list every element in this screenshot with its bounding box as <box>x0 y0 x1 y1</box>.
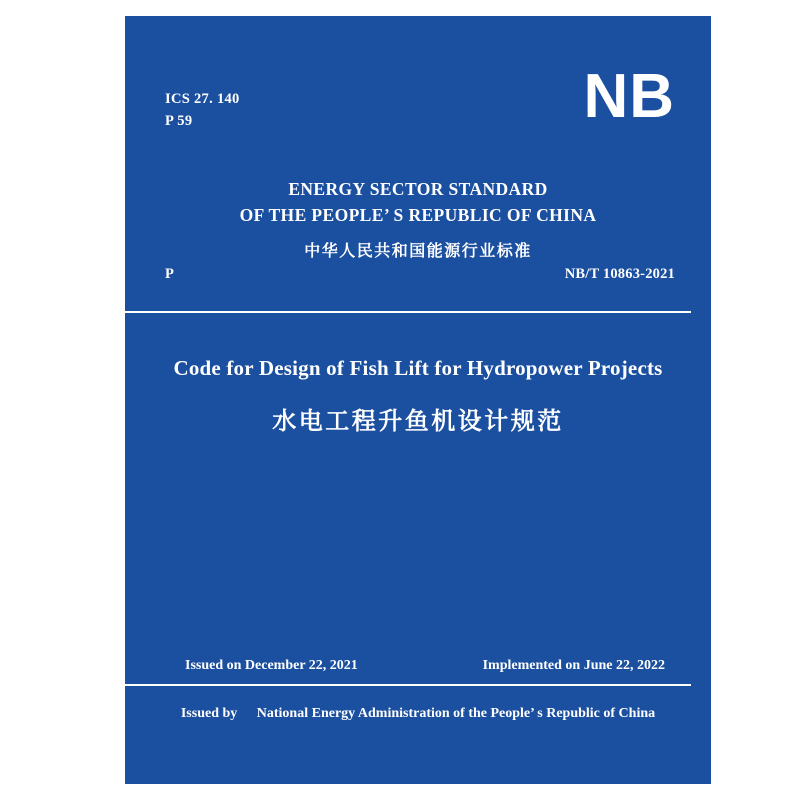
standard-name-cn: 中华人民共和国能源行业标准 <box>304 240 532 260</box>
ics-classification-block <box>165 88 240 133</box>
issued-by-label: Issued by <box>180 706 238 721</box>
divider-bottom <box>125 684 691 686</box>
standard-authority-block <box>125 176 711 261</box>
standard-name-en-line2: OF THE PEOPLE’ S REPUBLIC OF CHINA <box>239 205 597 226</box>
cover-left-gutter <box>89 16 125 784</box>
standard-name-en-line1: ENERGY SECTOR STANDARD <box>288 179 548 199</box>
issued-date: Issued on December 22, 2021 <box>185 658 358 673</box>
title-en: Code for Design of Fish Lift for Hydropower Projects <box>173 356 663 380</box>
issuer-row <box>125 706 711 722</box>
implemented-date: Implemented on June 22, 2022 <box>482 658 665 673</box>
nb-logo: NB <box>583 62 675 131</box>
issuer-name: National Energy Administration of the People’ s Republic of China <box>256 706 656 721</box>
cover-content <box>125 16 711 784</box>
title-cn: 水电工程升鱼机设计规范 <box>272 407 564 435</box>
standard-number: NB/T 10863-2021 <box>564 266 675 282</box>
category-letter: P <box>165 266 174 282</box>
document-title-block <box>125 356 711 436</box>
divider-top <box>125 311 691 313</box>
ics-number: ICS 27. 140 <box>165 91 240 107</box>
classification-code: P 59 <box>165 113 193 130</box>
